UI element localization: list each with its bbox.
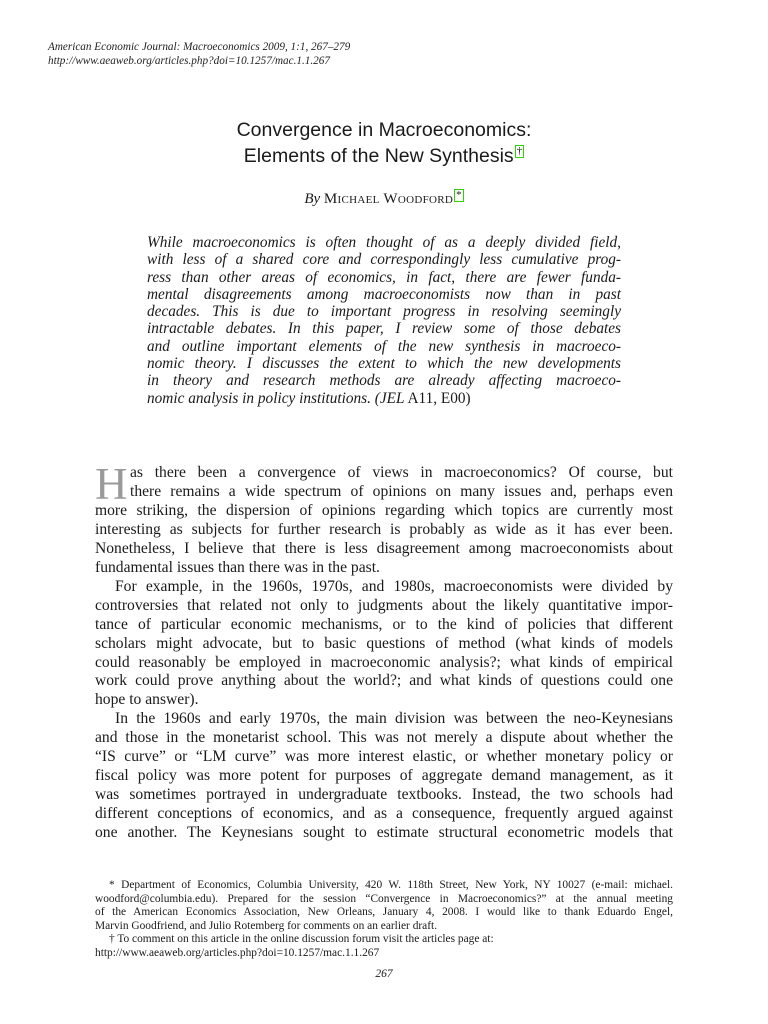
footnote-url[interactable]: http://www.aeaweb.org/articles.php?doi=10.1257/mac.1.1.267 [95,946,380,959]
footnote-line: † To comment on this article in the online discussion forum visit the articles page at: [109,933,494,945]
body-line: work could prove anything about the world?; and what kinds of questions could one [95,672,673,690]
byline [0,189,768,209]
article-url[interactable]: http://www.aeaweb.org/articles.php?doi=10.1257/mac.1.1.267 [48,55,330,67]
body-line: could reasonably be employed in macroeconomic analysis?; what kinds of empirical [95,653,673,671]
abstract-line: decades. This is due to important progress in resolving seemingly [147,303,621,321]
body-line: In the 1960s and early 1970s, the main division was between the neo-Keynesians [115,710,673,728]
jel-label: JEL [379,389,405,407]
drop-cap: H [95,459,128,509]
body-line: Nonetheless, I believe that there is less disagreement among macroeconomists about [95,539,673,557]
body-line: as there been a convergence of views in macroeconomics? Of course, but [130,464,673,481]
body-line: hope to answer). [95,691,199,709]
page-number: 267 [375,968,393,980]
article-title [0,117,768,169]
footnote-line: woodford@columbia.edu). Prepared for the session “Convergence in Macroeconomics?” at the annual meeting [95,892,673,905]
body-line: tance of particular economic mechanisms, or to the kind of policies that different [95,615,673,633]
abstract-line: mental disagreements among macroeconomists now than in past [147,285,621,303]
abstract [147,234,621,407]
body-line: interesting as subjects for further research is probably as wide as it has ever been. [95,520,673,538]
body-line: one another. The Keynesians sought to estimate structural econometric models that [95,824,673,842]
title-line-2 [0,143,768,169]
body-line: different conceptions of economics, and as a consequence, frequently argued against [95,805,673,823]
abstract-last-line [147,390,621,407]
body-line: fundamental issues than there was in the past. [95,558,380,576]
dagger-footnote-link[interactable]: † [516,145,523,157]
abstract-line: intractable debates. In this paper, I review some of those debates [147,320,621,338]
body-line: and those in the monetarist school. This was not merely a dispute about whether the [95,729,673,747]
abstract-line-text: nomic analysis in policy institutions. ( [147,389,380,407]
body-line: “IS curve” or “LM curve” was more interest elastic, or whether monetary policy or [95,748,673,766]
author-name: Michael Woodford [323,191,454,207]
journal-citation: American Economic Journal: Macroeconomics 2009, 1:1, 267–279 [48,41,351,53]
running-head [48,40,350,68]
body-text [95,459,673,843]
title-line-1: Convergence in Macroeconomics: [236,119,532,141]
footnotes [95,879,673,960]
abstract-line: While macroeconomics is often thought of as a deeply divided field, [147,234,621,251]
body-line: was sometimes portrayed in undergraduate textbooks. Instead, the two schools had [95,786,673,804]
body-line: more striking, the dispersion of opinions regarding which topics are currently most [95,501,673,519]
footnote-line: of the American Economics Association, New Orleans, January 4, 2008. I would like to thank Eduardo Engel, [95,906,673,918]
title-line-2-text: Elements of the New Synthesis [243,145,514,167]
body-line: controversies that related not only to judgments about the likely quantitative impor- [95,596,673,614]
byline-by: By [304,191,321,207]
body-line: there remains a wide spectrum of opinions on many issues and, perhaps even [130,482,673,500]
footnote-line: * Department of Economics, Columbia University, 420 W. 118th Street, New York, NY 10027 (e-mail: michael. [109,879,673,891]
abstract-line: nomic theory. I discusses the extent to which the new developments [147,355,621,373]
body-line: scholars might advocate, but to basic questions of method (what kinds of models [95,634,673,652]
jel-codes: A11, E00) [404,389,471,407]
author-footnote-link[interactable]: * [456,189,462,201]
footnote-line: Marvin Goodfriend, and Julio Rotemberg for comments on an earlier draft. [95,919,438,932]
body-line: fiscal policy was more potent for purposes of aggregate demand management, as it [95,767,673,785]
abstract-line: ress than other areas of economics, in fact, there are fewer funda- [147,268,621,286]
abstract-line: with less of a shared core and correspondingly less cumulative prog- [147,251,621,269]
body-line: For example, in the 1960s, 1970s, and 1980s, macroeconomists were divided by [115,577,673,595]
abstract-line: in theory and research methods are already affecting macroeco- [147,372,621,390]
abstract-line: and outline important elements of the new synthesis in macroeco- [147,337,621,355]
